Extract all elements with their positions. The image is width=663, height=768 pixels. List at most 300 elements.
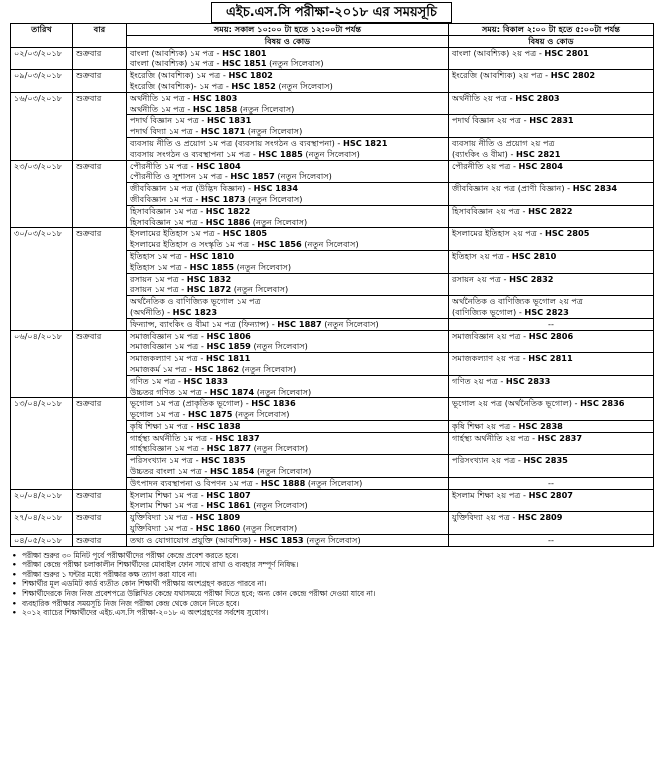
subject-line [452,512,650,523]
morning-subject-cell [127,183,449,206]
subject-name: ব্যবসায় নীতি ও প্রয়োগ ১ম পত্র (ব্যবসায় সংগঠন ও ব্যবস্থাপনা) - [130,137,343,148]
exam-day: শুক্রবার [73,228,127,330]
subject-name: ফিন্যান্স, ব্যাংকিং ও বীমা ১ম পত্র (ফিন্যান্স) - [130,318,278,329]
exam-day: শুক্রবার [73,512,127,535]
header-day: বার [73,24,127,48]
subject-code: HSC 2809 [518,512,563,523]
subject-code: HSC 2823 [524,306,569,317]
subject-name: পদার্থ বিদ্যা ১ম পত্র - [130,126,201,137]
syllabus-note: (নতুন সিলেবাস) [301,239,359,250]
subject-line [130,194,445,205]
subject-code: HSC 1822 [205,205,251,216]
subject-code: HSC 2811 [528,353,573,364]
afternoon-subject-cell [449,296,654,319]
subject-name: ইসলামের ইতিহাস ১ম পত্র - [130,228,223,239]
afternoon-subject-cell [449,432,654,455]
subject-code: HSC 2831 [529,115,574,126]
subject-name: বাংলা (আবশ্যিক) ২য় পত্র - [452,47,545,58]
table-row [11,398,654,421]
exam-date: ২০/০৪/২০১৮ [11,489,73,512]
subject-code: HSC 2822 [528,205,573,216]
subject-line [130,523,445,534]
header-morning-subject: বিষয় ও কোড [127,35,449,47]
subject-line [452,490,650,501]
subject-line [130,161,445,172]
subject-name: গণিত ১ম পত্র - [130,375,184,386]
subject-code: HSC 1834 [253,183,299,194]
subject-code: HSC 1831 [206,115,252,126]
subject-line [130,115,445,126]
subject-name: ভূগোল ১ম পত্র (প্রাকৃতিক ভূগোল) - [130,398,252,409]
note-item: • পরীক্ষা শুরুর ৩০ মিনিট পূর্বে পরীক্ষার্থীদের পরীক্ষা কেন্দ্রে প্রবেশ করতে হবে। [12,551,653,561]
subject-line [452,274,650,285]
syllabus-note: (নতুন সিলেবাস) [250,341,308,352]
subject-code: HSC 2821 [516,148,561,159]
subject-code: HSC 2834 [572,183,618,194]
subject-name: ইংরেজি (আবশ্যিক) ১ম পত্র - [130,70,229,81]
syllabus-note: (নতুন সিলেবাস) [245,193,303,204]
subject-name: গার্হস্থ্য অর্থনীতি ২য় পত্র - [452,432,538,443]
subject-name: অর্থনৈতিক ও বাণিজ্যিক ভূগোল ১ম পত্র [130,296,261,307]
subject-line [130,296,445,307]
subject-line [130,490,445,501]
exam-date: ০৪/০৫/২০১৮ [11,534,73,546]
exam-date: ২৩/০৩/২০১৮ [11,160,73,228]
subject-line [130,48,445,59]
table-row [11,228,654,251]
syllabus-note: (নতুন সিলেবাস) [305,477,363,488]
subject-name: ইসলাম শিক্ষা ১ম পত্র - [130,489,207,500]
morning-subject-cell [127,375,449,398]
subject-line [130,217,445,228]
afternoon-subject-cell [449,353,654,376]
subject-name: গার্হস্থ্যবিজ্ঞান ১ম পত্র - [130,443,207,454]
subject-code: HSC 1833 [183,375,229,386]
morning-subject-cell [127,398,449,421]
subject-code: HSC 1871 [200,126,246,137]
subject-code: HSC 1875 [188,409,233,420]
subject-line [130,433,445,444]
subject-name: ইতিহাস ১ম পত্র - [130,250,190,261]
subject-code: HSC 1852 [231,80,276,91]
subject-code: HSC 2801 [544,47,589,58]
subject-line [130,341,445,352]
subject-line [452,307,650,318]
subject-name: ইংরেজি (আবশ্যিক) ২য় পত্র - [452,70,551,81]
exam-date: ২৭/০৪/২০১৮ [11,512,73,535]
afternoon-subject-cell [449,489,654,512]
exam-day: শুক্রবার [73,70,127,93]
exam-day: শুক্রবার [73,534,127,546]
subject-name: গণিত ২য় পত্র - [452,375,506,386]
subject-code: HSC 2805 [545,228,590,239]
afternoon-subject-cell [449,137,654,160]
table-row [11,489,654,512]
header-morning-time: সময়: সকাল ১০:০০ টা হতে ১২:০০টা পর্যন্ত [127,24,449,36]
subject-name: তথ্য ও যোগাযোগ প্রযুক্তি (আবশ্যিক) - [130,534,260,545]
subject-name: পৌরনীতি ২য় পত্র - [452,160,519,171]
subject-name: (বাণিজ্যিক ভূগোল) - [452,306,525,317]
subject-line [130,70,445,81]
subject-name: যুক্তিবিদ্যা ২য় পত্র - [452,512,519,523]
syllabus-note: (নতুন সিলেবাস) [245,126,303,137]
exam-date: ০৯/০৩/২০১৮ [11,70,73,93]
subject-name: সমাজকল্যাণ ২য় পত্র - [452,353,529,364]
syllabus-note: (নতুন সিলেবাস) [250,500,308,511]
afternoon-subject-cell [449,455,654,478]
subject-line [130,251,445,262]
table-row [11,534,654,546]
subject-code: HSC 1861 [206,500,251,511]
subject-code: HSC 1856 [257,239,302,250]
subject-code: HSC 1862 [194,363,240,374]
subject-name: -- [548,318,554,329]
subject-name: পদার্থ বিজ্ঞান ২য় পত্র - [452,115,530,126]
subject-name: পৌরনীতি ১ম পত্র - [130,160,197,171]
syllabus-note: (নতুন সিলেবাস) [251,443,309,454]
subject-name: যুক্তিবিদ্যা ১ম পত্র - [130,512,196,523]
subject-code: HSC 2806 [528,330,574,341]
morning-subject-cell [127,318,449,330]
table-row [11,92,654,115]
subject-code: HSC 2837 [537,432,583,443]
exam-day: শুক্রবার [73,398,127,489]
syllabus-note: (নতুন সিলেবাস) [240,523,298,534]
subject-name: ইংরেজি (আবশ্যিক)- ১ম পত্র - [130,80,232,91]
note-item: • পরীক্ষা শুরুর ১ ঘন্টার মধ্যে পরীক্ষার কক্ষ ত্যাগ করা যাবে না। [12,570,653,580]
subject-name: কৃষি শিক্ষা ১ম পত্র - [130,420,197,431]
subject-name: ইসলামের ইতিহাস ও সংস্কৃতি ১ম পত্র - [130,239,258,250]
subject-line [452,376,650,387]
subject-name: উচ্চতর গণিত ১ম পত্র - [130,386,210,397]
subject-line [452,433,650,444]
subject-name: অর্থনীতি ১ম পত্র - [130,103,193,114]
syllabus-note: (নতুন সিলেবাস) [237,103,295,114]
subject-name: জীববিজ্ঞান ২য় পত্র (প্রাণী বিজ্ঞান) - [452,183,573,194]
morning-subject-cell [127,205,449,228]
subject-line [130,443,445,454]
subject-line [130,239,445,250]
subject-name: ইসলাম শিক্ষা ১ম পত্র - [130,500,207,511]
syllabus-note: (নতুন সিলেবাস) [303,534,361,545]
subject-line [130,93,445,104]
morning-subject-cell [127,353,449,376]
note-item: • পরীক্ষা কেন্দ্রে পরীক্ষা চলাকালীন শিক্ষার্থীদের মোবাইল ফোন সাথে রাখা ও ব্যবহার সম্পূর্ণ নিষিদ্ধ। [12,560,653,570]
subject-name: রসায়ন ১ম পত্র - [130,273,187,284]
subject-name: সমাজকল্যাণ ১ম পত্র - [130,353,206,364]
subject-code: HSC 1872 [186,284,232,295]
subject-code: HSC 1804 [196,160,241,171]
subject-line [130,421,445,432]
subject-line [130,183,445,194]
subject-name: ইসলামের ইতিহাস ২য় পত্র - [452,228,545,239]
subject-code: HSC 1838 [196,420,241,431]
subject-line [130,331,445,342]
subject-line [452,149,650,160]
subject-name: যুক্তিবিদ্যা ১ম পত্র - [130,523,196,534]
subject-code: HSC 1885 [258,148,303,159]
subject-code: HSC 2838 [518,420,563,431]
subject-code: HSC 2810 [511,250,557,261]
page-title: এইচ.এস.সি পরীক্ষা-২০১৮ এর সময়সূচি [211,2,452,23]
subject-line [452,48,650,59]
syllabus-note: (নতুন সিলেবাস) [321,318,379,329]
note-item: • ব্যবহারিক পরীক্ষার সময়সূচি নিজ নিজ পরীক্ষা কেন্দ্র থেকে জেনে নিতে হবে। [12,599,653,609]
subject-name: জীববিজ্ঞান ১ম পত্র - [130,193,202,204]
subject-code: HSC 1810 [189,250,235,261]
subject-line [130,353,445,364]
subject-name: ব্যবসায় নীতি ও প্রয়োগ ২য় পত্র [452,137,555,148]
note-item: • শিক্ষার্থীর মূল এডমিট কার্ড ব্যতীত কোন শিক্ষার্থী পরীক্ষায় অংশগ্রহণ করতে পারবে না। [12,579,653,589]
subject-line [130,126,445,137]
schedule-table [10,23,654,547]
subject-code: HSC 1855 [189,261,235,272]
subject-name: অর্থনৈতিক ও বাণিজ্যিক ভূগোল ২য় পত্র [452,296,583,307]
subject-name: হিসাববিজ্ঞান ১ম পত্র - [130,216,206,227]
subject-code: HSC 1836 [251,398,296,409]
subject-line [452,138,650,149]
syllabus-note: (নতুন সিলেবাস) [275,80,333,91]
subject-code: HSC 1805 [222,228,268,239]
subject-code: HSC 1806 [206,330,251,341]
note-item: • ২০১২ ব্যাচের শিক্ষার্থীদের এইচ.এস.সি পরীক্ষা-২০১৮ এ অংশগ্রহণের সর্বশেষ সুযোগ। [12,608,653,618]
subject-name: ইতিহাস ২য় পত্র - [452,250,512,261]
subject-name: সমাজবিজ্ঞান ২য় পত্র - [452,330,529,341]
subject-code: HSC 1802 [228,70,273,81]
subject-line [452,206,650,217]
subject-code: HSC 2807 [528,489,573,500]
subject-name: উৎপাদন ব্যবস্থাপনা ও বিপণন ১ম পত্র - [130,477,261,488]
morning-subject-cell [127,534,449,546]
morning-subject-cell [127,137,449,160]
subject-code: HSC 1811 [205,353,251,364]
subject-name: গার্হস্থ্য অর্থনীতি ১ম পত্র - [130,432,216,443]
subject-line [130,228,445,239]
subject-name: হিসাববিজ্ঞান ১ম পত্র - [130,205,206,216]
subject-code: HSC 1858 [192,103,238,114]
subject-line [130,171,445,182]
subject-line [452,161,650,172]
subject-line [452,478,650,489]
afternoon-subject-cell [449,228,654,251]
syllabus-note: (নতুন সিলেবাস) [302,148,360,159]
subject-line [130,398,445,409]
subject-code: HSC 1807 [206,489,251,500]
subject-code: HSC 2833 [505,375,551,386]
table-row [11,47,654,70]
subject-code: HSC 1821 [343,137,388,148]
subject-code: HSC 1888 [260,477,306,488]
subject-name: বাংলা (আবশ্যিক) ১ম পত্র - [130,47,223,58]
subject-line [452,228,650,239]
morning-subject-cell [127,92,449,115]
exam-date: ০৬/০৪/২০১৮ [11,330,73,398]
subject-code: HSC 2802 [550,70,596,81]
table-row [11,70,654,93]
subject-code: HSC 1851 [222,58,267,69]
afternoon-subject-cell [449,318,654,330]
subject-name: রসায়ন ১ম পত্র - [130,284,187,295]
morning-subject-cell [127,250,449,273]
syllabus-note: (নতুন সিলেবাস) [250,216,308,227]
subject-line [130,466,445,477]
subject-code: HSC 1860 [195,523,241,534]
subject-code: HSC 1803 [192,92,238,103]
afternoon-subject-cell [449,205,654,228]
afternoon-subject-cell [449,398,654,421]
subject-line [130,206,445,217]
afternoon-subject-cell [449,250,654,273]
subject-line [452,398,650,409]
afternoon-subject-cell [449,70,654,93]
subject-line [452,93,650,104]
subject-name: জীববিজ্ঞান ১ম পত্র (উদ্ভিদ বিজ্ঞান) - [130,183,254,194]
syllabus-note: (নতুন সিলেবাস) [232,409,290,420]
subject-name: সমাজবিজ্ঞান ১ম পত্র - [130,341,207,352]
subject-name: বাংলা (আবশ্যিক) ১ম পত্র - [130,58,223,69]
subject-code: HSC 1853 [259,534,304,545]
subject-name: ইতিহাস ১ম পত্র - [130,261,190,272]
subject-name: অর্থনীতি ২য় পত্র - [452,92,516,103]
syllabus-note: (নতুন সিলেবাস) [274,171,332,182]
exam-day: শুক্রবার [73,160,127,228]
subject-code: HSC 2803 [515,92,560,103]
header-row-1 [11,24,654,36]
subject-code: HSC 1857 [230,171,275,182]
morning-subject-cell [127,160,449,183]
header-afternoon-time: সময়: বিকাল ২:০০ টা হতে ৫:০০টা পর্যন্ত [449,24,654,36]
subject-name: সমাজবিজ্ঞান ১ম পত্র - [130,330,207,341]
schedule-page [0,1,663,768]
subject-name: ইসলাম শিক্ষা ২য় পত্র - [452,489,529,500]
subject-line [130,138,445,149]
subject-name: (ব্যাংকিং ও বীমা) - [452,148,517,159]
morning-subject-cell [127,330,449,353]
subject-line [130,455,445,466]
notes-list [10,551,653,618]
subject-line [452,183,650,194]
afternoon-subject-cell [449,183,654,206]
afternoon-subject-cell [449,330,654,353]
morning-subject-cell [127,455,449,478]
subject-code: HSC 1854 [209,466,255,477]
morning-subject-cell [127,489,449,512]
exam-date: ১৩/০৪/২০১৮ [11,398,73,489]
table-row [11,160,654,183]
subject-code: HSC 1873 [201,193,246,204]
subject-name: ভূগোল ১ম পত্র - [130,409,189,420]
afternoon-subject-cell [449,512,654,535]
subject-code: HSC 1801 [222,47,267,58]
exam-day: শুক্রবার [73,330,127,398]
subject-name: পরিসংখ্যান ২য় পত্র - [452,455,524,466]
afternoon-subject-cell [449,92,654,115]
exam-date: ০২/০৩/২০১৮ [11,47,73,70]
subject-line [452,251,650,262]
subject-code: HSC 2836 [580,398,625,409]
subject-name: (অর্থনীতি) - [130,306,173,317]
subject-name: পৌরনীতি ও সুশাসন ১ম পত্র - [130,171,231,182]
exam-date: ৩০/০৩/২০১৮ [11,228,73,330]
title-wrap [10,1,653,23]
subject-line [130,262,445,273]
subject-line [130,376,445,387]
subject-line [130,307,445,318]
syllabus-note: (নতুন সিলেবাস) [266,58,324,69]
subject-line [130,284,445,295]
subject-name: ভূগোল ২য় পত্র (অর্থনৈতিক ভূগোল) - [452,398,581,409]
subject-code: HSC 2835 [523,455,568,466]
subject-line [452,70,650,81]
subject-code: HSC 2804 [518,160,563,171]
morning-subject-cell [127,420,449,432]
header-date: তারিখ [11,24,73,48]
subject-line [130,149,445,160]
afternoon-subject-cell [449,375,654,398]
subject-line [130,104,445,115]
subject-line [452,319,650,330]
subject-line [452,455,650,466]
subject-code: HSC 1859 [206,341,251,352]
afternoon-subject-cell [449,420,654,432]
morning-subject-cell [127,70,449,93]
note-item: • শিক্ষার্থীদেরকে নিজ নিজ প্রবেশপত্রে উল্লিখিত কেন্দ্রে যথাসময়ে পরীক্ষা দিতে হবে; অন্য কোন কেন্দ্রে পরীক্ষা দেওয়া যাবে না। [12,589,653,599]
subject-code: HSC 1809 [195,512,241,523]
morning-subject-cell [127,47,449,70]
morning-subject-cell [127,228,449,251]
subject-line [130,512,445,523]
subject-code: HSC 1877 [206,443,252,454]
syllabus-note: (নতুন সিলেবাস) [254,466,312,477]
exam-date: ১৬/০৩/২০১৮ [11,92,73,160]
subject-line [452,296,650,307]
subject-code: HSC 1835 [201,455,246,466]
subject-name: উচ্চতর বাংলা ১ম পত্র - [130,466,210,477]
subject-line [130,409,445,420]
subject-code: HSC 1886 [205,216,251,227]
subject-line [130,500,445,511]
afternoon-subject-cell [449,534,654,546]
morning-subject-cell [127,512,449,535]
morning-subject-cell [127,115,449,138]
afternoon-subject-cell [449,47,654,70]
subject-line [452,331,650,342]
subject-name: কৃষি শিক্ষা ২য় পত্র - [452,420,519,431]
exam-day: শুক্রবার [73,47,127,70]
subject-name: পরিসংখ্যান ১ম পত্র - [130,455,202,466]
subject-line [130,364,445,375]
subject-line [130,274,445,285]
afternoon-subject-cell [449,273,654,296]
afternoon-subject-cell [449,115,654,138]
subject-name: হিসাববিজ্ঞান ২য় পত্র - [452,205,529,216]
subject-line [452,421,650,432]
subject-line [130,535,445,546]
subject-code: HSC 2832 [509,273,554,284]
morning-subject-cell [127,477,449,489]
syllabus-note: (নতুন সিলেবাস) [239,363,297,374]
subject-code: HSC 1832 [186,273,232,284]
morning-subject-cell [127,296,449,319]
exam-day: শুক্রবার [73,489,127,512]
schedule-body [11,47,654,546]
subject-line [130,81,445,92]
subject-name: ব্যবসায় সংগঠন ও ব্যবস্থাপনা ১ম পত্র - [130,148,259,159]
subject-name: পদার্থ বিজ্ঞান ১ম পত্র - [130,115,207,126]
afternoon-subject-cell [449,160,654,183]
subject-name: -- [548,477,554,488]
morning-subject-cell [127,432,449,455]
